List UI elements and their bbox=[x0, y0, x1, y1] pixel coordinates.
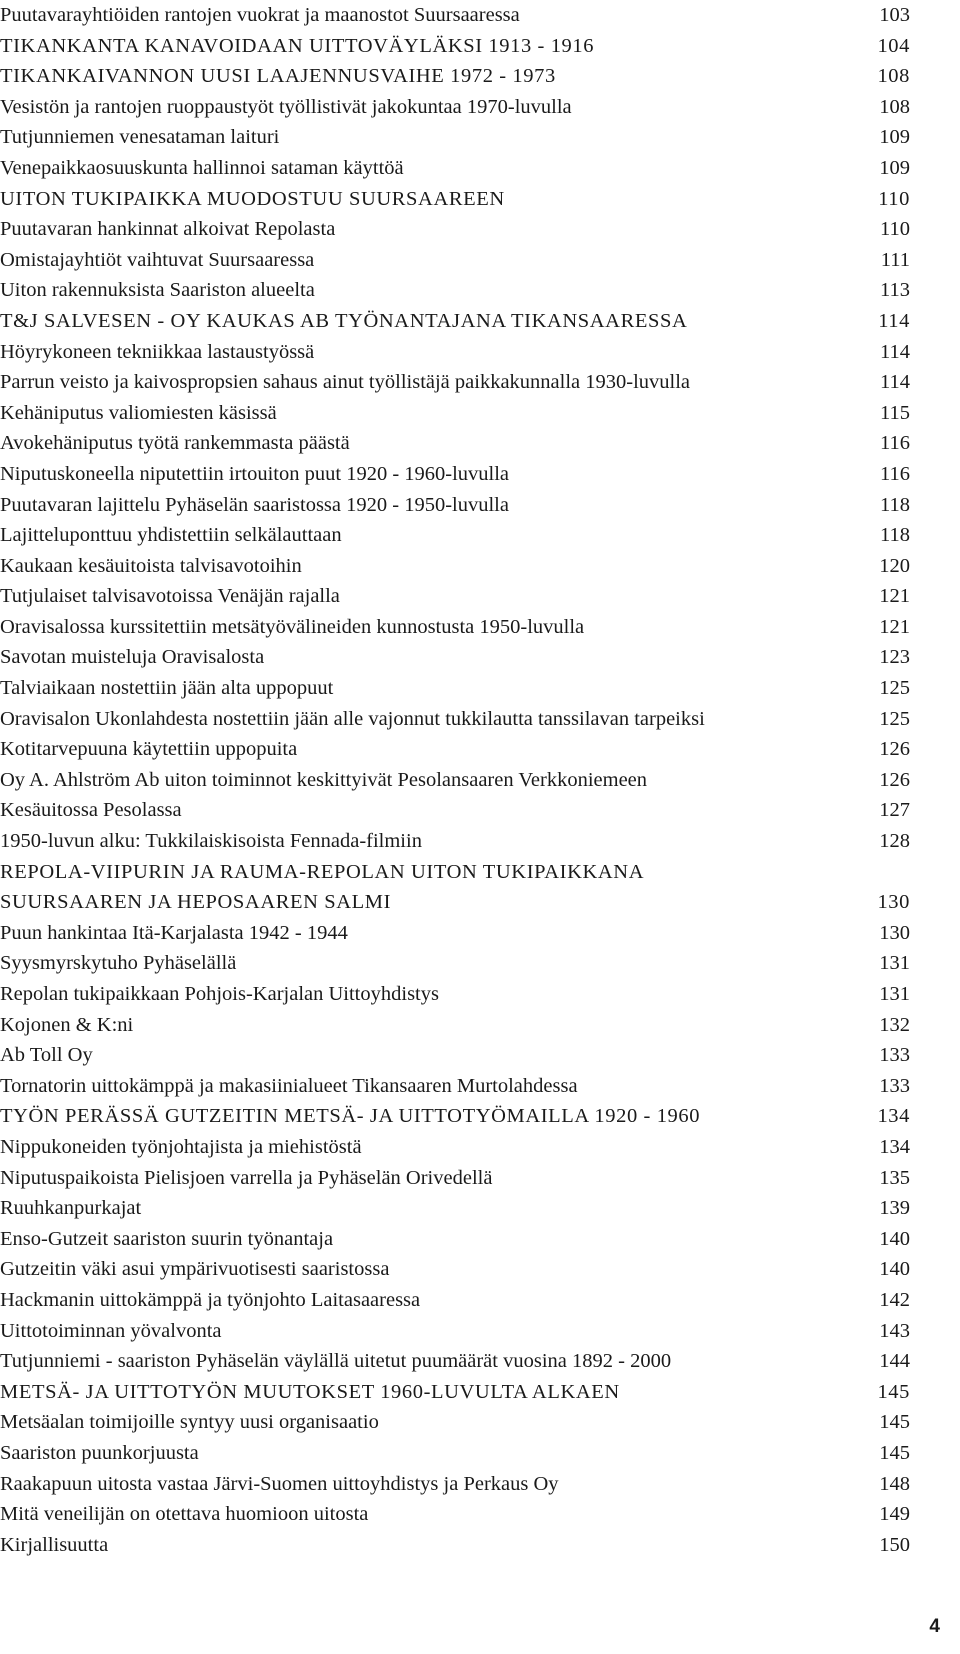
toc-entry bbox=[0, 92, 910, 123]
toc-entry-title: Oravisalossa kurssitettiin metsätyövälineiden kunnostusta 1950-luvulla bbox=[0, 615, 585, 638]
toc-entry bbox=[0, 184, 910, 215]
toc-entry-page: 116 bbox=[880, 462, 910, 485]
toc-entry bbox=[0, 214, 910, 245]
toc-entry-page: 131 bbox=[879, 983, 910, 1005]
toc-entry-page: 118 bbox=[880, 493, 910, 516]
toc-entry-page: 108 bbox=[877, 65, 910, 88]
toc-entry-title: Nippukoneiden työnjohtajista ja miehistöstä bbox=[0, 1135, 362, 1158]
toc-entry-page: 135 bbox=[879, 1166, 910, 1189]
toc-entry-title: UITON TUKIPAIKKA MUODOSTUU SUURSAAREEN bbox=[0, 187, 505, 210]
toc-entry-title: Kaukaan kesäuitoista talvisavotoihin bbox=[0, 554, 302, 577]
toc-entry-page: 125 bbox=[879, 707, 910, 730]
toc-entry-title: Puutavarayhtiöiden rantojen vuokrat ja maanostot Suursaaressa bbox=[0, 4, 520, 26]
toc-entry-page: 118 bbox=[880, 524, 910, 547]
toc-entry-page: 110 bbox=[878, 187, 910, 210]
toc-entry bbox=[0, 1469, 910, 1500]
toc-entry-page: 139 bbox=[879, 1197, 910, 1220]
toc-entry-page: 148 bbox=[879, 1472, 910, 1495]
toc-entry-page: 128 bbox=[879, 830, 910, 853]
toc-entry bbox=[0, 1071, 910, 1102]
toc-entry bbox=[0, 0, 910, 31]
toc-entry-page: 145 bbox=[877, 1380, 910, 1403]
toc-entry bbox=[0, 520, 910, 551]
toc-entry-page: 145 bbox=[879, 1411, 910, 1434]
toc-entry bbox=[0, 612, 910, 643]
page-number: 4 bbox=[929, 1616, 940, 1637]
toc-entry-page: 115 bbox=[880, 401, 910, 424]
toc-entry bbox=[0, 734, 910, 765]
toc-part-1 bbox=[0, 0, 910, 857]
toc-entry bbox=[0, 428, 910, 459]
toc-entry-title: Kesäuitossa Pesolassa bbox=[0, 799, 182, 822]
toc-entry bbox=[0, 1346, 910, 1377]
toc-entry-title: Ab Toll Oy bbox=[0, 1044, 93, 1067]
toc-entry-page: 132 bbox=[879, 1013, 910, 1036]
toc-entry-page: 104 bbox=[877, 34, 910, 57]
toc-entry-title: Enso-Gutzeit saariston suurin työnantaja bbox=[0, 1227, 334, 1250]
toc-entry-title: Kojonen & K:ni bbox=[0, 1013, 134, 1036]
toc-entry-page: 130 bbox=[879, 921, 910, 944]
toc-entry bbox=[0, 1377, 910, 1408]
toc-entry bbox=[0, 795, 910, 826]
toc-entry-title: Niputuspaikoista Pielisjoen varrella ja Pyhäselän Orivedellä bbox=[0, 1166, 493, 1189]
toc-entry bbox=[0, 1316, 910, 1347]
toc-entry bbox=[0, 1224, 910, 1255]
toc-entry-page: 143 bbox=[879, 1319, 910, 1342]
toc-entry bbox=[0, 1163, 910, 1194]
toc-entry-title: Venepaikkaosuuskunta hallinnoi sataman käyttöä bbox=[0, 156, 404, 179]
toc-entry-page: 108 bbox=[879, 95, 910, 118]
toc-entry bbox=[0, 1010, 910, 1041]
toc-entry-title: Tutjulaiset talvisavotoissa Venäjän rajalla bbox=[0, 585, 340, 608]
toc-entry bbox=[0, 398, 910, 429]
toc-entry bbox=[0, 459, 910, 490]
toc-entry bbox=[0, 1132, 910, 1163]
toc-entry-title: Metsäalan toimijoille syntyy uusi organisaatio bbox=[0, 1411, 379, 1434]
toc-entry bbox=[0, 765, 910, 796]
toc-entry-title: SUURSAAREN JA HEPOSAAREN SALMI bbox=[0, 891, 392, 914]
toc-entry-page: 133 bbox=[879, 1074, 910, 1097]
toc-entry-title: Vesistön ja rantojen ruoppaustyöt työllistivät jakokuntaa 1970-luvulla bbox=[0, 95, 572, 118]
toc-entry-title: Parrun veisto ja kaivospropsien sahaus ainut työllistäjä paikkakunnalla 1930-luvulla bbox=[0, 371, 691, 394]
toc-entry-title: Niputuskoneella niputettiin irtouiton puut 1920 - 1960-luvulla bbox=[0, 462, 510, 485]
toc-entry bbox=[0, 642, 910, 673]
toc-entry bbox=[0, 31, 910, 62]
toc-entry-title: Hackmanin uittokämppä ja työnjohto Laitasaaressa bbox=[0, 1288, 421, 1311]
toc-entry-page: 111 bbox=[880, 248, 910, 271]
toc-entry-title: Talviaikaan nostettiin jään alta uppopuut bbox=[0, 677, 334, 700]
toc-entry bbox=[0, 1254, 910, 1285]
toc-entry-title: METSÄ- JA UITTOTYÖN MUUTOKSET 1960-LUVULTA ALKAEN bbox=[0, 1380, 620, 1403]
toc-entry-title: Oy A. Ahlström Ab uiton toiminnot keskittyivät Pesolansaaren Verkkoniemeen bbox=[0, 768, 648, 791]
toc-entry bbox=[0, 306, 910, 337]
toc-entry-page: 149 bbox=[879, 1503, 910, 1526]
toc-entry-title: T&J SALVESEN - OY KAUKAS AB TYÖNANTAJANA TIKANSAARESSA bbox=[0, 309, 688, 332]
toc-entry-title: Oravisalon Ukonlahdesta nostettiin jään alle vajonnut tukkilautta tanssilavan tarpeiksi bbox=[0, 707, 705, 730]
toc-entry-page: 126 bbox=[879, 738, 910, 761]
toc-heading-first-line: REPOLA-VIIPURIN JA RAUMA-REPOLAN UITON TUKIPAIKKANA bbox=[0, 860, 645, 883]
toc-entry-page: 130 bbox=[877, 891, 910, 914]
toc-entry-page: 116 bbox=[880, 432, 910, 455]
toc-entry bbox=[0, 275, 910, 306]
toc-entry-title: Ruuhkanpurkajat bbox=[0, 1197, 142, 1220]
toc-entry-page: 134 bbox=[877, 1105, 910, 1128]
toc-entry bbox=[0, 490, 910, 521]
toc-entry-page: 123 bbox=[879, 646, 910, 669]
toc-entry-page: 150 bbox=[879, 1533, 910, 1556]
toc-entry bbox=[0, 1438, 910, 1469]
toc-entry-title: Avokehäniputus työtä rankemmasta päästä bbox=[0, 432, 350, 455]
toc-entry-title: Tutjunniemi - saariston Pyhäselän väylällä uitetut puumäärät vuosina 1892 - 2000 bbox=[0, 1350, 672, 1373]
toc-entry-title: Repolan tukipaikkaan Pohjois-Karjalan Uittoyhdistys bbox=[0, 983, 439, 1005]
toc-entry-title: TIKANKAIVANNON UUSI LAAJENNUSVAIHE 1972 - 1973 bbox=[0, 65, 556, 88]
toc-entry-page: 126 bbox=[879, 768, 910, 791]
toc-entry-page: 113 bbox=[880, 279, 910, 302]
toc-entry bbox=[0, 581, 910, 612]
toc-entry bbox=[0, 153, 910, 184]
toc-entry-title: Saariston puunkorjuusta bbox=[0, 1441, 199, 1464]
toc-entry bbox=[0, 337, 910, 368]
toc-entry-title: Syysmyrskytuho Pyhäselällä bbox=[0, 952, 237, 975]
toc-entry-page: 144 bbox=[879, 1350, 910, 1373]
toc-entry-page: 125 bbox=[879, 677, 910, 700]
toc-entry bbox=[0, 551, 910, 582]
toc-entry-page: 127 bbox=[879, 799, 910, 822]
toc-entry bbox=[0, 704, 910, 735]
toc-entry-page: 140 bbox=[879, 1227, 910, 1250]
toc-entry-page: 114 bbox=[880, 340, 910, 363]
toc-entry bbox=[0, 245, 910, 276]
toc-entry bbox=[0, 979, 910, 1010]
toc-entry-title: Savotan muisteluja Oravisalosta bbox=[0, 646, 265, 669]
toc-entry bbox=[0, 948, 910, 979]
toc-entry-page: 142 bbox=[879, 1288, 910, 1311]
toc-entry-title: TYÖN PERÄSSÄ GUTZEITIN METSÄ- JA UITTOTYÖMAILLA 1920 - 1960 bbox=[0, 1105, 701, 1128]
toc-entry-page: 109 bbox=[879, 126, 910, 149]
toc-entry-page: 145 bbox=[879, 1441, 910, 1464]
toc-entry-page: 121 bbox=[879, 585, 910, 608]
toc-entry-title: 1950-luvun alku: Tukkilaiskisoista Fennada-filmiin bbox=[0, 830, 422, 853]
toc-entry-title: Puutavaran lajittelu Pyhäselän saaristossa 1920 - 1950-luvulla bbox=[0, 493, 509, 516]
toc-entry-page: 114 bbox=[880, 371, 910, 394]
toc-entry bbox=[0, 367, 910, 398]
toc-entry-page: 134 bbox=[879, 1135, 910, 1158]
toc-entry-title: Puun hankintaa Itä-Karjalasta 1942 - 1944 bbox=[0, 921, 348, 944]
toc-entry-title: Omistajayhtiöt vaihtuvat Suursaaressa bbox=[0, 248, 315, 271]
toc-entry-title: Gutzeitin väki asui ympärivuotisesti saaristossa bbox=[0, 1258, 390, 1281]
toc-entry bbox=[0, 1530, 910, 1561]
toc-entry-title: Tutjunniemen venesataman laituri bbox=[0, 126, 280, 149]
toc-entry-title: Mitä veneilijän on otettava huomioon uitosta bbox=[0, 1503, 369, 1526]
toc-entry-title: TIKANKANTA KANAVOIDAAN UITTOVÄYLÄKSI 1913 - 1916 bbox=[0, 34, 595, 57]
toc-entry-page: 140 bbox=[879, 1258, 910, 1281]
toc-entry-title: Raakapuun uitosta vastaa Järvi-Suomen uittoyhdistys ja Perkaus Oy bbox=[0, 1472, 559, 1495]
toc-entry-title: Uiton rakennuksista Saariston alueelta bbox=[0, 279, 315, 302]
toc-entry bbox=[0, 61, 910, 92]
toc-entry bbox=[0, 673, 910, 704]
toc-entry-title: Uittotoiminnan yövalvonta bbox=[0, 1319, 222, 1342]
toc-entry-title: Kotitarvepuuna käytettiin uppopuita bbox=[0, 738, 298, 761]
toc-entry-title: Lajitteluponttuu yhdistettiin selkälauttaan bbox=[0, 524, 342, 547]
toc-entry bbox=[0, 1407, 910, 1438]
toc-entry-title: Höyrykoneen tekniikkaa lastaustyössä bbox=[0, 340, 315, 363]
toc-entry bbox=[0, 1040, 910, 1071]
toc-entry-title: Kirjallisuutta bbox=[0, 1533, 109, 1556]
toc-entry-page: 110 bbox=[880, 218, 910, 241]
toc-entry-page: 131 bbox=[879, 952, 910, 975]
toc-entry-page: 133 bbox=[879, 1044, 910, 1067]
toc-entry bbox=[0, 1193, 910, 1224]
toc-entry bbox=[0, 1101, 910, 1132]
toc-entry-title: Tornatorin uittokämppä ja makasiinialueet Tikansaaren Murtolahdessa bbox=[0, 1074, 578, 1097]
toc-part-2 bbox=[0, 918, 910, 1560]
toc-entry bbox=[0, 887, 910, 918]
toc-entry bbox=[0, 1499, 910, 1530]
toc-entry-title: Kehäniputus valiomiesten käsissä bbox=[0, 401, 277, 424]
toc-entry-page: 114 bbox=[878, 309, 910, 332]
toc-entry-page: 103 bbox=[879, 4, 910, 26]
toc-entry bbox=[0, 826, 910, 857]
toc-entry-page: 109 bbox=[879, 156, 910, 179]
toc-entry bbox=[0, 918, 910, 949]
toc-entry bbox=[0, 1285, 910, 1316]
toc-entry-title: Puutavaran hankinnat alkoivat Repolasta bbox=[0, 218, 336, 241]
toc-entry bbox=[0, 122, 910, 153]
toc-entry-page: 121 bbox=[879, 615, 910, 638]
toc-entry-page: 120 bbox=[879, 554, 910, 577]
